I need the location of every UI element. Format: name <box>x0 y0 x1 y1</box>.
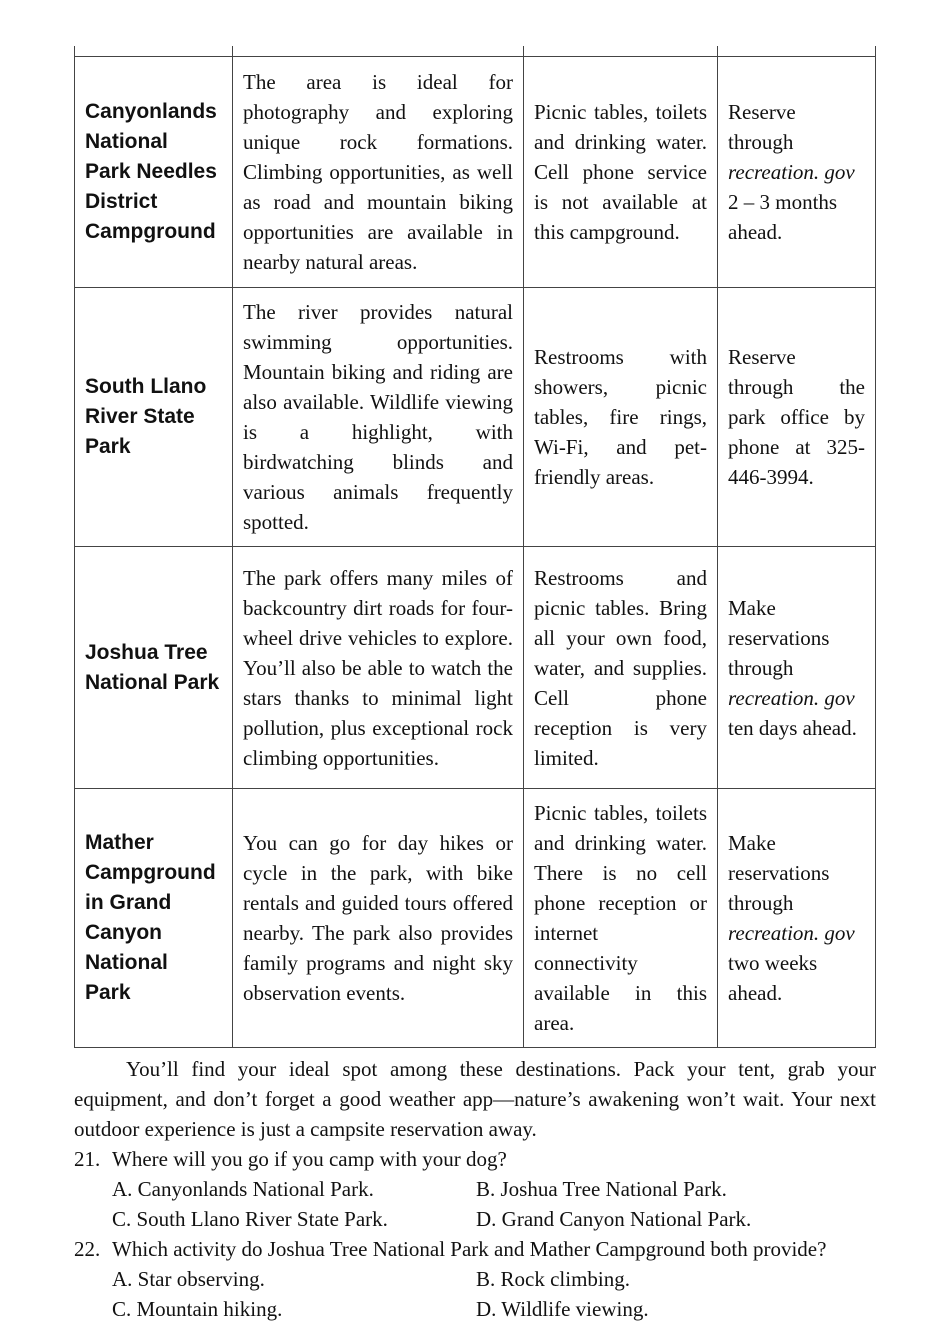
option-c[interactable]: C. South Llano River State Park. <box>112 1207 388 1231</box>
option-a[interactable]: A. Star observing. <box>112 1267 265 1291</box>
reservation-website: recreation. gov <box>728 921 855 945</box>
question-stem: Where will you go if you camp with your dog? <box>112 1147 507 1171</box>
reservation-cell <box>718 57 876 288</box>
campground-name: Joshua Tree National Park <box>75 547 233 789</box>
facilities-cell: Restrooms and picnic tables. Bring all your own food, water, and supplies. Cell phone reception is very limited. <box>524 547 718 789</box>
table-row <box>75 789 876 1048</box>
option-c[interactable]: C. Mountain hiking. <box>112 1297 283 1321</box>
exam-page <box>74 0 876 1324</box>
question-number: 22. <box>74 1237 101 1261</box>
option-d[interactable]: D. Grand Canyon National Park. <box>476 1207 752 1231</box>
option-d[interactable]: D. Wildlife viewing. <box>476 1297 649 1321</box>
facilities-cell: Picnic tables, toilets and drinking water. Cell phone service is not available at this campground. <box>524 57 718 288</box>
question-21 <box>74 1144 876 1234</box>
table-row <box>75 57 876 288</box>
reservation-cell <box>718 547 876 789</box>
reservation-suffix: 2 – 3 months ahead. <box>728 190 838 244</box>
campground-name: South Llano River State Park <box>75 288 233 547</box>
reservation-suffix: ten days ahead. <box>728 715 857 740</box>
activities-cell: The area is ideal for photography and exploring unique rock formations. Climbing opportunities, as well as road and mountain biking opportunities are available in nearby natural areas. <box>233 57 524 288</box>
reservation-cell: Reserve through the park office by phone at 325-446-3994. <box>718 288 876 547</box>
question-22 <box>74 1234 876 1324</box>
closing-paragraph: You’ll find your ideal spot among these destinations. Pack your tent, grab your equipment, and don’t forget a good weather app—nature’s awakening won’t wait. Your next outdoor experience is just a campsite reservation away. <box>74 1057 876 1141</box>
reservation-website: recreation. gov <box>728 160 855 184</box>
campground-name: Mather Campground in Grand Canyon National Park <box>75 789 233 1048</box>
activities-cell: You can go for day hikes or cycle in the park, with bike rentals and guided tours offered nearby. The park also provides family programs and night sky observation events. <box>233 789 524 1048</box>
answer-options <box>74 1174 876 1234</box>
reservation-prefix: Make reservations through <box>728 595 830 680</box>
facilities-cell: Picnic tables, toilets and drinking water. There is no cell phone reception or internet connectivity available in this area. <box>524 789 718 1048</box>
activities-cell: The park offers many miles of backcountry dirt roads for four-wheel drive vehicles to explore. You’ll also be able to watch the stars thanks to minimal light pollution, plus exceptional rock climbing opportunities. <box>233 547 524 789</box>
activities-cell: The river provides natural swimming opportunities. Mountain biking and riding are also available. Wildlife viewing is a highlight, with birdwatching blinds and various animals frequently spotted. <box>233 288 524 547</box>
reservation-prefix: Make reservations through <box>728 831 830 915</box>
table-row <box>75 547 876 789</box>
question-stem: Which activity do Joshua Tree National Park and Mather Campground both provide? <box>112 1237 827 1261</box>
option-b[interactable]: B. Rock climbing. <box>476 1267 630 1291</box>
option-b[interactable]: B. Joshua Tree National Park. <box>476 1177 727 1201</box>
reservation-website: recreation. gov <box>728 685 855 710</box>
reservation-cell <box>718 789 876 1048</box>
table-continued-top <box>75 46 876 57</box>
answer-options <box>74 1264 876 1324</box>
campground-name: Canyonlands National Park Needles District Campground <box>75 57 233 288</box>
table-row <box>75 288 876 547</box>
question-number: 21. <box>74 1147 101 1171</box>
campground-table <box>74 46 876 1048</box>
facilities-cell: Restrooms with showers, picnic tables, fire rings, Wi-Fi, and pet-friendly areas. <box>524 288 718 547</box>
reservation-prefix: Reserve through <box>728 100 796 154</box>
reservation-suffix: two weeks ahead. <box>728 951 818 1005</box>
option-a[interactable]: A. Canyonlands National Park. <box>112 1177 374 1201</box>
